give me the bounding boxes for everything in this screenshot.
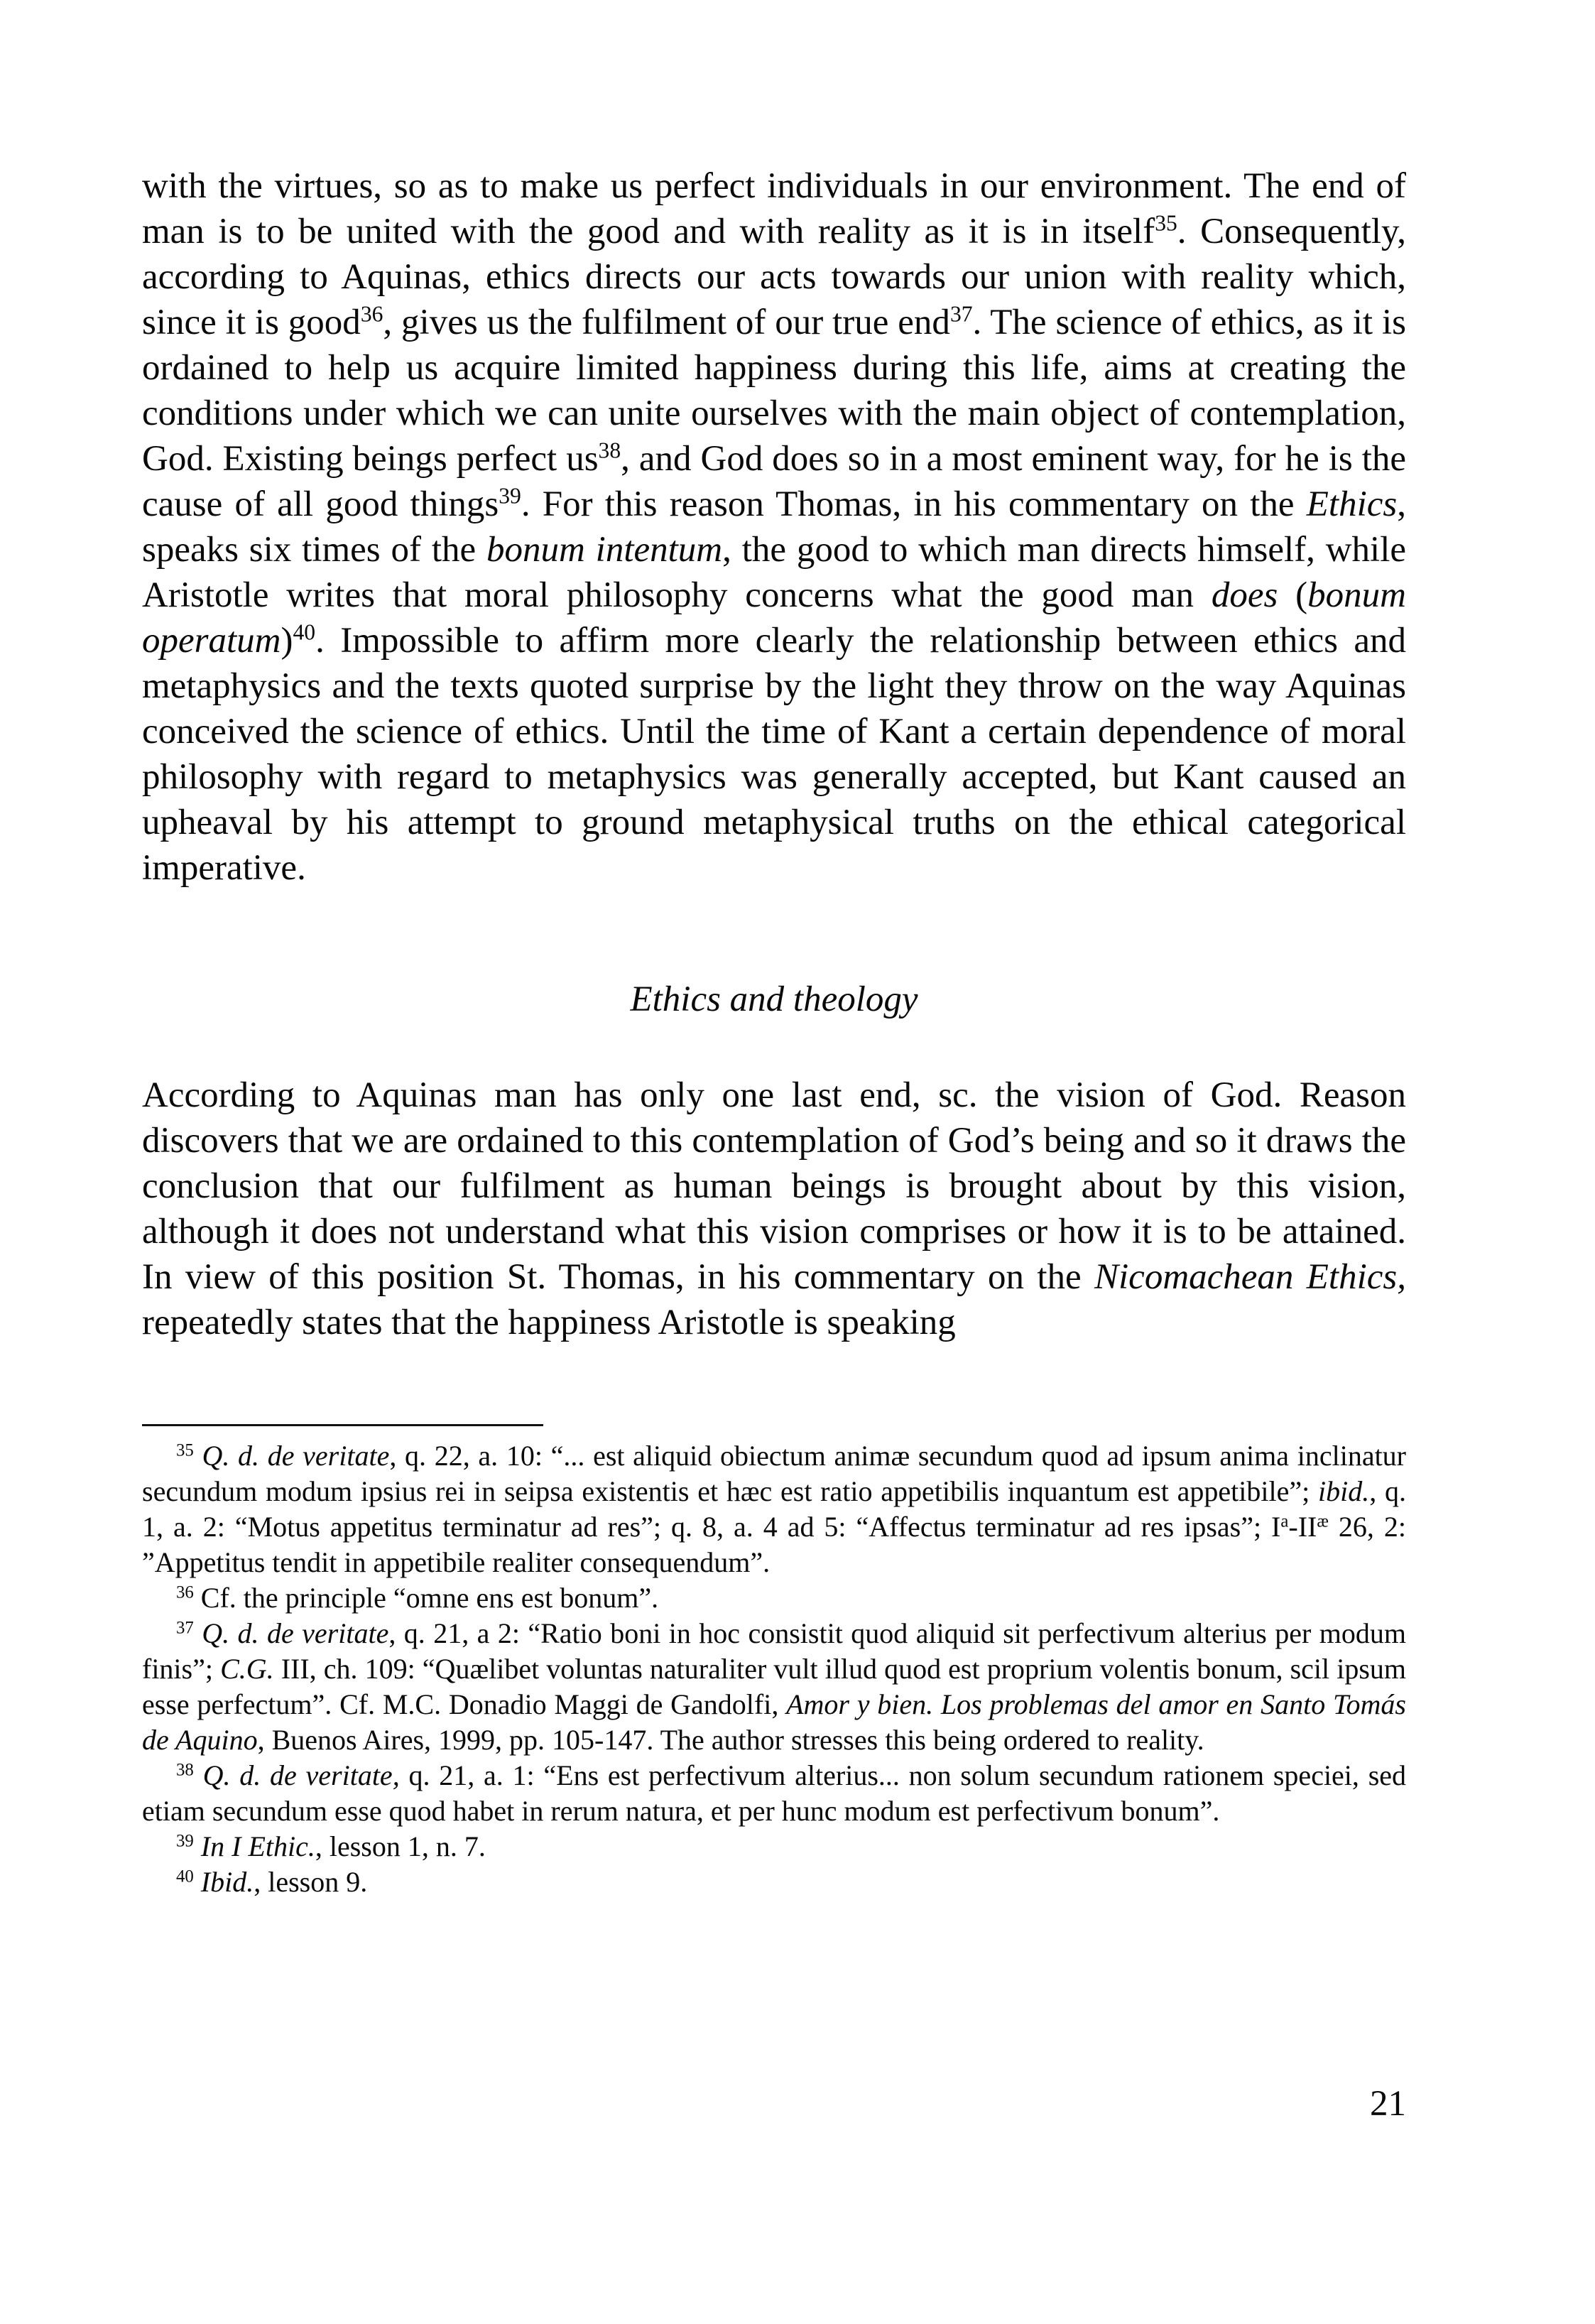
footnote-separator: [142, 1424, 543, 1426]
footnote-40: $^{40}$ Ibid., lesson 9.: [176, 1866, 368, 1898]
footnote-38: $^{38}$ Q. d. de veritate, q. 21, a. 1: “Ens est perfectivum alterius... non solum secundum rationem speciei, sed etiam secundum esse quod habet in rerum natura, et per hunc modum est perfectivum bonum”.: [142, 1759, 1407, 1827]
body-paragraph-1: with the virtues, so as to make us perfect individuals in our environment. The end of man is to be united with the good and with reality as it is in itself$^{35}$. Consequently, according to Aquinas, ethics directs our acts towards our union with reality which, since it is good$^{36}$, gives us the fulfilment of our true end$^{37}$. The science of ethics, as it is ordained to help us acquire limited happiness during this life, aims at creating the conditions under which we can unite ourselves with the main object of contemplation, God. Existing beings perfect $us^{38}$, and God does so in a most eminent way, for he is the cause of all good things$^{39}$. For this reason Thomas, in his commentary on the Ethics, speaks six times of the bonum intentum, the good to which man directs himself, while Aristotle writes that moral philosophy concerns what the good man does (bonum operatum)$^{40}$. Impossible to affirm more clearly the relationship between ethics and metaphysics and the texts quoted surprise by the light they throw on the way Aquinas conceived the science of ethics. Until the time of Kant a certain dependence of moral philosophy with regard to metaphysics was generally accepted, but Kant caused an upheaval by his attempt to ground metaphysical truths on the ethical categorical imperative.: [142, 166, 1407, 888]
footnotes: [142, 1438, 1406, 1900]
page-number: 21: [1370, 2084, 1406, 2124]
footnote-37: $^{37}$ Q. d. de veritate, q. 21, a 2: “Ratio boni in hoc consistit quod aliquid sit perfectivum alterius per modum finis”; C.G. III, ch. 109: “Quælibet voluntas naturaliter vult illud quod est proprium volentis bonum, scil ipsum esse perfectum”. Cf. M.C. Donadio Maggi de Gandolfi, Amor y bien. Los problemas del amor en Santo Tomás de Aquino, Buenos Aires, 1999, pp. 105-147. The author stresses this being ordered to reality.: [142, 1617, 1407, 1756]
body-paragraph-2: According to Aquinas man has only one last end, sc. the vision of God. Reason discovers that we are ordained to this contemplation of God’s being and so it draws the conclusion that our fulfilment as human beings is brought about by this vision, although it does not understand what this vision comprises or how it is to be attained. In view of this position St. Thomas, in his commentary on the Nicomachean Ethics, repeatedly states that the happiness Aristotle is speaking: [142, 1075, 1406, 1342]
footnote-39: $^{39}$ In I Ethic., lesson 1, n. 7.: [176, 1830, 486, 1862]
footnote-35: $^{35}$ Q. d. de veritate, q. 22, a. 10: “... est aliquid obiectum animæ secundum quod ad ipsum anima inclinatur secundum modum ipsius rei in seipsa existentis et hæc est ratio appetibilis inquantum est appetibile”; ibid., q. 1, a. 2: “Motus appetitus terminatur ad res”; q. 8, a. 4 ad 5: “Affectus terminatur ad res ipsas”; $I^a-II^æ$ 26, 2: ”Appetitus tendit in appetibile realiter consequendum”.: [142, 1440, 1407, 1578]
footnote-36: $^{36}$ Cf. the principle “omne ens est bonum”.: [176, 1582, 659, 1614]
section-heading: Ethics and theology: [630, 979, 918, 1019]
